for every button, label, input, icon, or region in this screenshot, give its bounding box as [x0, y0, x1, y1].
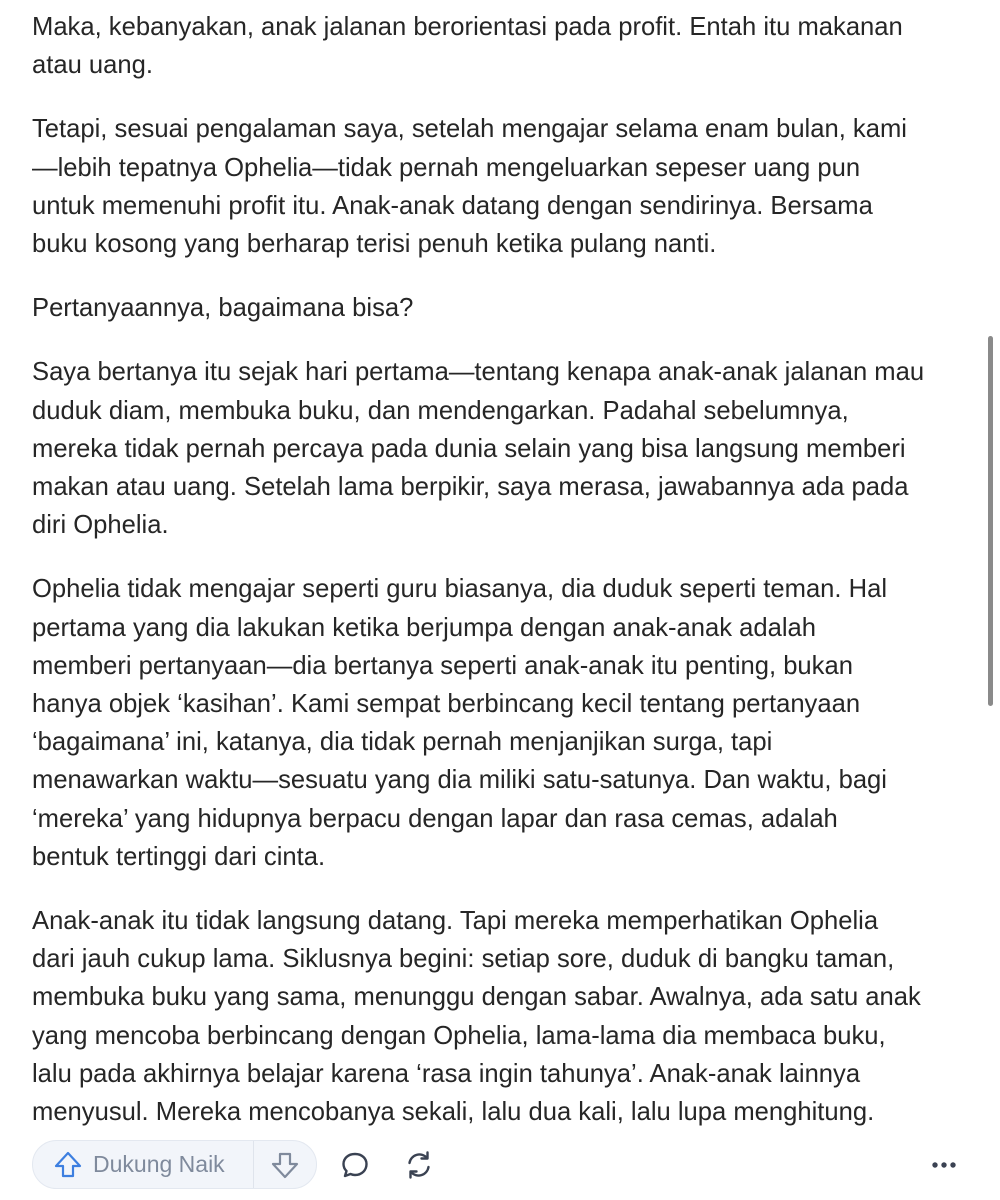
paragraph-2: Tetapi, sesuai pengalaman saya, setelah mengajar selama enam bulan, kami —lebih tepatnya Ophelia—tidak pernah mengeluarkan sepeser uang pun untuk memenuhi profit itu. Anak-anak datang dengan sendirinya. Bersama buku kosong yang berharap terisi penuh ketika pulang nanti.	[32, 115, 907, 259]
upvote-button[interactable]	[33, 1141, 253, 1188]
comment-button[interactable]	[336, 1146, 374, 1184]
vote-group	[32, 1140, 317, 1189]
more-dots-icon	[928, 1149, 960, 1181]
upvote-label: Dukung Naik	[93, 1151, 225, 1177]
paragraph-5: Ophelia tidak mengajar seperti guru biasanya, dia duduk seperti teman. Hal pertama yang dia lakukan ketika berjumpa dengan anak-anak adalah memberi pertanyaan—dia bertanya seperti anak-anak itu penting, bukan hanya objek ‘kasihan’. Kami sempat berbincang kecil tentang pertanyaan ‘bagaimana’ ini, katanya, dia tidak pernah menjanjikan surga, tapi menawarkan waktu—sesuatu yang dia miliki satu-satunya. Dan waktu, bagi ‘mereka’ yang hidupnya berpacu dengan lapar dan rasa cemas, adalah bentuk tertinggi dari cinta.	[32, 575, 888, 871]
arrow-down-outline-icon	[270, 1150, 300, 1180]
paragraph-4: Saya bertanya itu sejak hari pertama—tentang kenapa anak-anak jalanan mau duduk diam, membuka buku, dan mendengarkan. Padahal sebelumnya, mereka tidak pernah percaya pada dunia selain yang bisa langsung memberi makan atau uang. Setelah lama berpikir, saya merasa, jawabannya ada pada diri Ophelia.	[32, 358, 925, 540]
downvote-button[interactable]	[254, 1141, 316, 1188]
paragraph-3: Pertanyaannya, bagaimana bisa?	[32, 294, 414, 323]
scrollbar-thumb[interactable]	[988, 336, 993, 706]
answer-action-bar	[0, 1130, 1000, 1200]
more-options-button[interactable]	[925, 1146, 963, 1184]
share-button[interactable]	[400, 1146, 438, 1184]
repost-arrows-icon	[403, 1149, 435, 1181]
paragraph-6: Anak-anak itu tidak langsung datang. Tapi mereka memperhatikan Ophelia dari jauh cukup lama. Siklusnya begini: setiap sore, duduk di bangku taman, membuka buku yang sama, menunggu dengan sabar. Awalnya, ada satu anak yang mencoba berbincang dengan Ophelia, lama-lama dia membaca buku, lalu pada akhirnya belajar karena ‘rasa ingin tahunya’. Anak-anak lainnya menyusul. Mereka mencobanya sekali, lalu dua kali, lalu lupa menghitung.	[32, 907, 921, 1127]
arrow-up-outline-icon	[53, 1150, 83, 1180]
comment-bubble-icon	[339, 1149, 371, 1181]
answer-content	[32, 8, 982, 1157]
paragraph-1: Maka, kebanyakan, anak jalanan berorientasi pada profit. Entah itu makanan atau uang.	[32, 13, 903, 80]
